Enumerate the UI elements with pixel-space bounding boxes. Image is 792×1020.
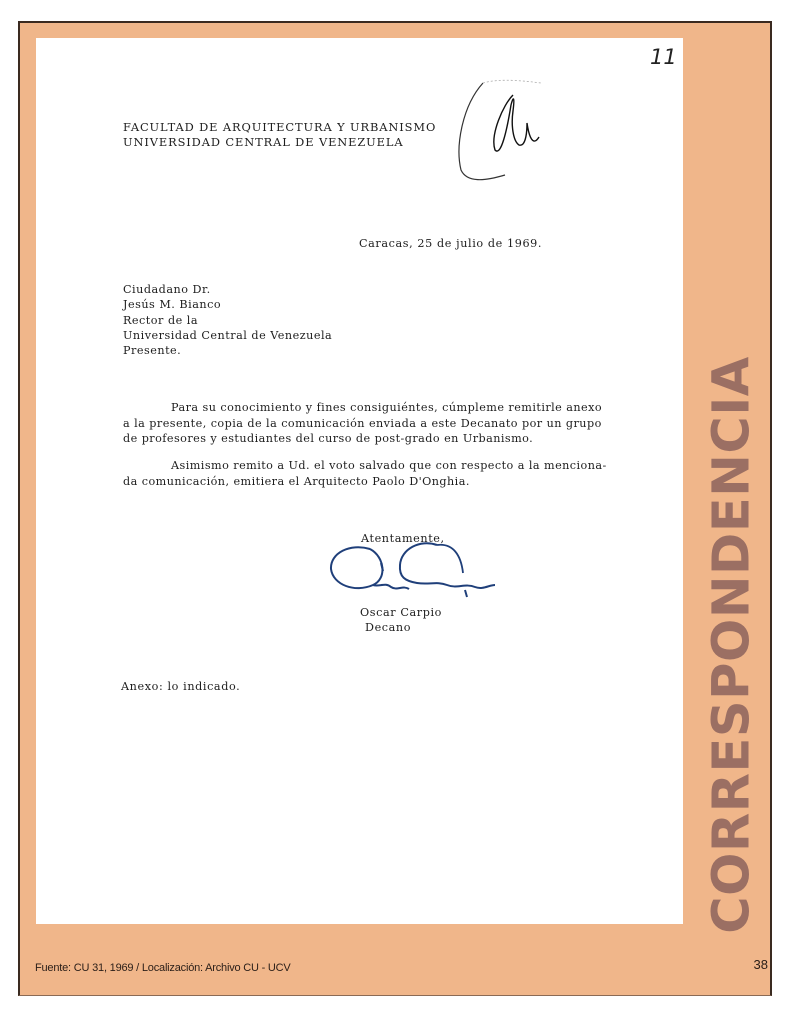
signature-first-loop bbox=[331, 547, 382, 588]
letterhead-line-university: UNIVERSIDAD CENTRAL DE VENEZUELA bbox=[123, 135, 404, 149]
paragraph-line: de profesores y estudiantes del curso de post-grado en Urbanismo. bbox=[123, 432, 534, 445]
signature-tail bbox=[373, 585, 409, 589]
signature-second-loop bbox=[400, 543, 495, 588]
section-title: CORRESPONDENCIA bbox=[702, 356, 762, 934]
recipient-line: Ciudadano Dr. bbox=[123, 283, 211, 296]
initials-letter-a bbox=[494, 95, 539, 151]
closing-salutation: Atentamente, bbox=[361, 532, 445, 545]
body-paragraph-1 bbox=[123, 400, 602, 447]
handwritten-page-annotation: 11 bbox=[650, 45, 677, 69]
signature-hook bbox=[437, 545, 463, 573]
signer-title: Decano bbox=[365, 621, 412, 634]
recipient-line: Rector de la bbox=[123, 313, 199, 327]
recipient-block bbox=[123, 282, 332, 358]
paragraph-line: Para su conocimiento y fines consiguiéntes, cúmpleme remitirle anexo bbox=[171, 401, 603, 414]
signature-mark bbox=[381, 563, 467, 597]
letterhead-line-faculty: FACULTAD DE ARQUITECTURA Y URBANISMO bbox=[123, 120, 437, 134]
signer-name: Oscar Carpio bbox=[360, 606, 443, 619]
paragraph-line: a la presente, copia de la comunicación enviada a este Decanato por un grupo bbox=[123, 416, 602, 430]
letterhead bbox=[123, 120, 436, 150]
paragraph-line: Asimismo remito a Ud. el voto salvado que con respecto a la menciona- bbox=[171, 459, 607, 472]
annex-note: Anexo: lo indicado. bbox=[121, 680, 241, 693]
letter-date: Caracas, 25 de julio de 1969. bbox=[359, 237, 543, 250]
signature bbox=[325, 535, 500, 605]
recipient-line: Universidad Central de Venezuela bbox=[123, 328, 333, 342]
handwritten-initials-mark bbox=[455, 75, 550, 185]
page-number: 38 bbox=[753, 957, 768, 972]
body-paragraph-2 bbox=[123, 458, 607, 489]
recipient-line: Presente. bbox=[123, 344, 182, 358]
initials-top-stroke bbox=[483, 80, 541, 83]
source-caption: Fuente: CU 31, 1969 / Localización: Archivo CU - UCV bbox=[35, 962, 291, 974]
paragraph-line: da comunicación, emitiera el Arquitecto Paolo D'Onghia. bbox=[123, 474, 470, 488]
initials-outline-stroke bbox=[459, 83, 505, 180]
recipient-line: Jesús M. Bianco bbox=[123, 298, 222, 312]
